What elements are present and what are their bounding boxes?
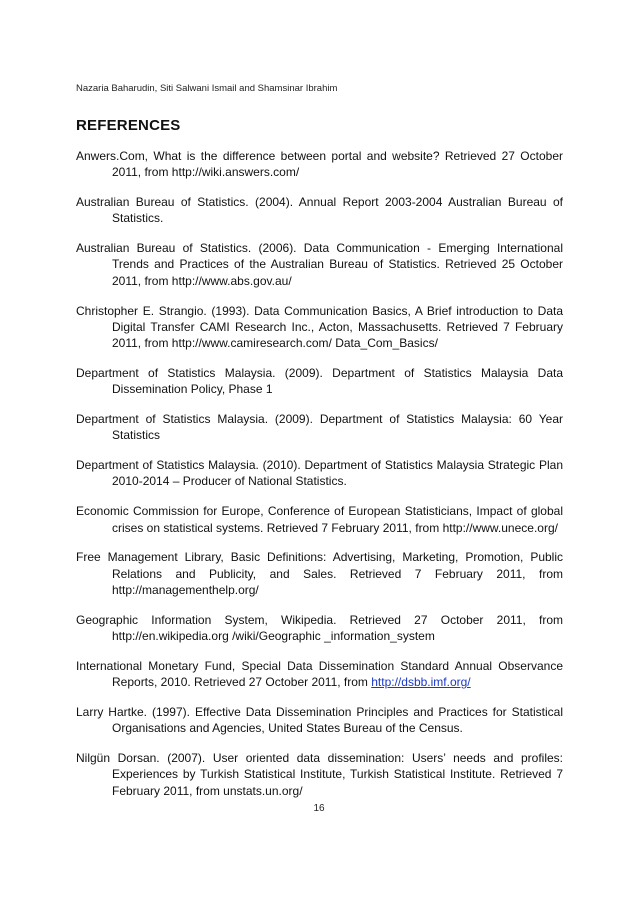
- reference-item: [76, 503, 563, 536]
- reference-text: Larry Hartke. (1997). Effective Data Dissemination Principles and Practices for Statistical Organisations and Agencies, United States Bureau of the Census.: [76, 704, 563, 736]
- imf-dsbb-link[interactable]: http://dsbb.imf.org/: [371, 675, 471, 690]
- reference-item: [76, 704, 563, 737]
- reference-item: [76, 194, 563, 227]
- reference-list: [76, 148, 563, 812]
- reference-text: Australian Bureau of Statistics. (2006). Data Communication - Emerging International Trends and Practices of the Australian Bureau of Statistics. Retrieved 25 October 2011, from http://www.abs.gov.au/: [76, 241, 563, 288]
- reference-text: Department of Statistics Malaysia. (2009). Department of Statistics Malaysia Data Dissemination Policy, Phase 1: [76, 365, 563, 397]
- reference-item: [76, 411, 563, 444]
- reference-item: [76, 658, 563, 691]
- reference-item: [76, 365, 563, 398]
- reference-text: Geographic Information System, Wikipedia. Retrieved 27 October 2011, from http://en.wikipedia.org /wiki/Geographic _information_system: [76, 612, 563, 644]
- page-number: 16: [313, 803, 325, 814]
- reference-item: [76, 240, 563, 289]
- reference-text: International Monetary Fund, Special Data Dissemination Standard Annual Observance Reports, 2010. Retrieved 27 October 2011, from: [76, 658, 563, 690]
- reference-item: [76, 457, 563, 490]
- reference-text: Nilgün Dorsan. (2007). User oriented data dissemination: Users’ needs and profiles: Experiences by Turkish Statistical Institute, Turkish Statistical Institute. Retrieved 7 February 2011, from unstats.un.org/: [76, 751, 563, 798]
- reference-item: [76, 612, 563, 645]
- reference-text: Anwers.Com, What is the difference between portal and website? Retrieved 27 October 2011, from http://wiki.answers.com/: [76, 149, 563, 180]
- reference-text: Department of Statistics Malaysia. (2009). Department of Statistics Malaysia: 60 Year Statistics: [76, 412, 563, 443]
- references-heading: REFERENCES: [76, 117, 181, 134]
- reference-item: [76, 750, 563, 799]
- reference-text: Australian Bureau of Statistics. (2004). Annual Report 2003-2004 Australian Bureau of Statistics.: [76, 195, 563, 226]
- reference-text: Christopher E. Strangio. (1993). Data Communication Basics, A Brief introduction to Data Digital Transfer CAMI Research Inc., Acton, Massachusetts. Retrieved 7 February 2011, from http://www.camiresearch.com/ Data_Com_Basics/: [76, 303, 563, 351]
- reference-text: Department of Statistics Malaysia. (2010). Department of Statistics Malaysia Strategic Plan 2010-2014 – Producer of National Statistics.: [76, 458, 563, 489]
- running-header-authors: Nazaria Baharudin, Siti Salwani Ismail and Shamsinar Ibrahim: [76, 83, 338, 94]
- reference-text: Economic Commission for Europe, Conference of European Statisticians, Impact of global crises on statistical systems. Retrieved 7 February 2011, from http://www.unece.org/: [76, 504, 563, 535]
- reference-text: Free Management Library, Basic Definitions: Advertising, Marketing, Promotion, Public Relations and Publicity, and Sales. Retrieved 7 February 2011, from http://managementhelp.org/: [76, 550, 563, 597]
- reference-item: [76, 303, 563, 352]
- reference-item: [76, 148, 563, 181]
- reference-item: [76, 549, 563, 598]
